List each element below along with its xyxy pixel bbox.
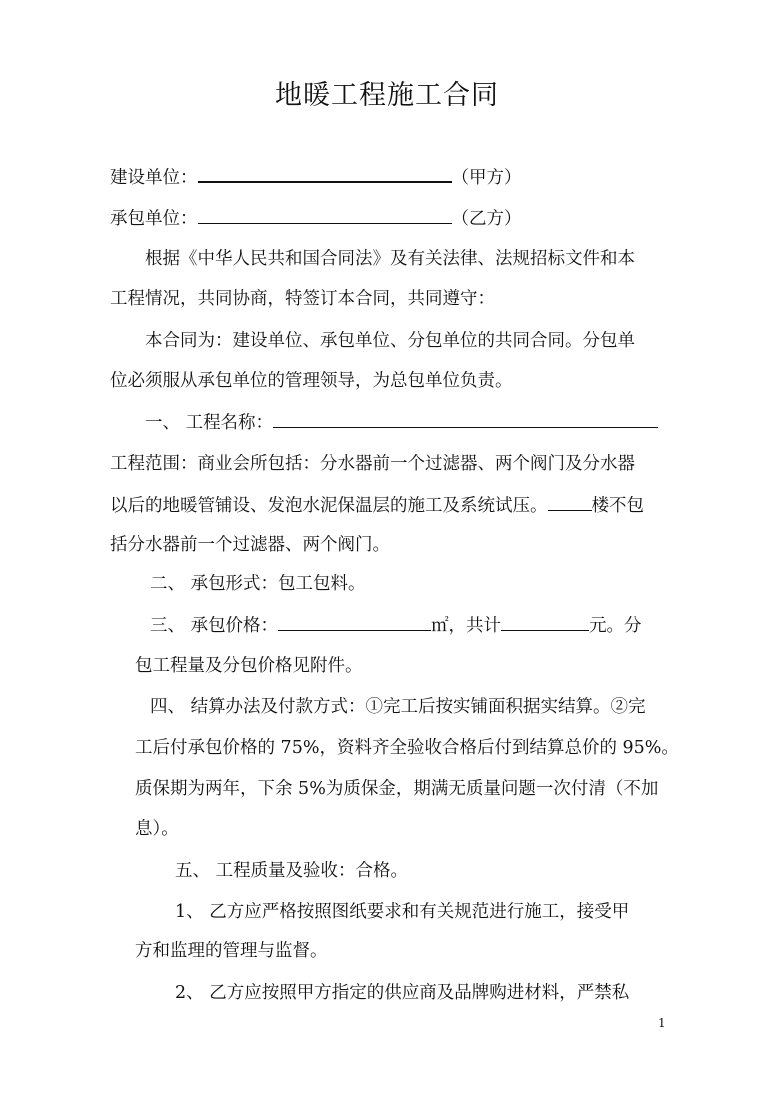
section-3-post: 元。分 [589, 616, 642, 636]
total-price-blank [501, 614, 589, 631]
section-5-line: 五、 工程质量及验收：合格。 [175, 861, 409, 881]
contractor-blank [198, 207, 452, 224]
section-4-line-2: 工后付承包价格的 75%，资料齐全验收合格后付到结算总价的 95%。 [135, 738, 679, 758]
section-1-label: 一、 工程名称： [145, 413, 274, 433]
scope-line-2-text: 以后的地暖管铺设、发泡水泥保温层的施工及系统试压。 [110, 496, 548, 516]
section-3-line-2: 包工程量及分包价格见附件。 [135, 656, 363, 676]
section-3-label: 三、 承包价格： [150, 616, 279, 636]
scope-line-1: 工程范围：商业会所包括：分水器前一个过滤器、两个阀门及分水器 [110, 454, 635, 474]
section-2-line: 二、 承包形式：包工包料。 [150, 574, 366, 594]
contractor-line [110, 207, 522, 230]
scope-line-2 [110, 494, 644, 517]
section-4-line-4: 息）。 [135, 819, 179, 839]
preamble-line-3: 本合同为：建设单位、承包单位、分包单位的共同合同。分包单 [145, 331, 635, 351]
section-3-unit: ㎡，共计 [431, 616, 502, 636]
owner-suffix: （甲方） [451, 168, 522, 188]
owner-label: 建设单位： [110, 168, 198, 188]
owner-line [110, 165, 522, 189]
contractor-suffix: （乙方） [451, 209, 522, 229]
page-number: 1 [658, 1016, 666, 1030]
owner-blank [198, 165, 452, 183]
scope-line-2-post: 楼不包 [591, 496, 644, 516]
unit-price-blank [278, 614, 431, 631]
item-1-line-2: 方和监理的管理与监督。 [135, 941, 328, 961]
preamble-line-1: 根据《中华人民共和国合同法》及有关法律、法规招标文件和本 [145, 249, 635, 269]
preamble-line-2: 工程情况，共同协商，特签订本合同，共同遵守： [110, 289, 495, 309]
project-name-blank [273, 411, 658, 428]
building-blank [548, 494, 592, 511]
section-4-line-1: 四、 结算办法及付款方式：①完工后按实铺面积据实结算。②完 [150, 697, 646, 717]
item-2-line-1: 2、 乙方应按照甲方指定的供应商及品牌购进材料，严禁私 [175, 983, 630, 1003]
section-4-line-3: 质保期为两年，下余 5%为质保金，期满无质量问题一次付清（不加 [135, 779, 659, 799]
document-title: 地暖工程施工合同 [275, 80, 499, 111]
section-1-line [145, 411, 658, 434]
item-1-line-1: 1、 乙方应严格按照图纸要求和有关规范进行施工，接受甲 [175, 902, 630, 922]
preamble-line-4: 位必须服从承包单位的管理领导，为总包单位负责。 [110, 371, 513, 391]
contractor-label: 承包单位： [110, 209, 198, 229]
section-3-line [150, 614, 642, 637]
scope-line-3: 括分水器前一个过滤器、两个阀门。 [110, 535, 390, 555]
